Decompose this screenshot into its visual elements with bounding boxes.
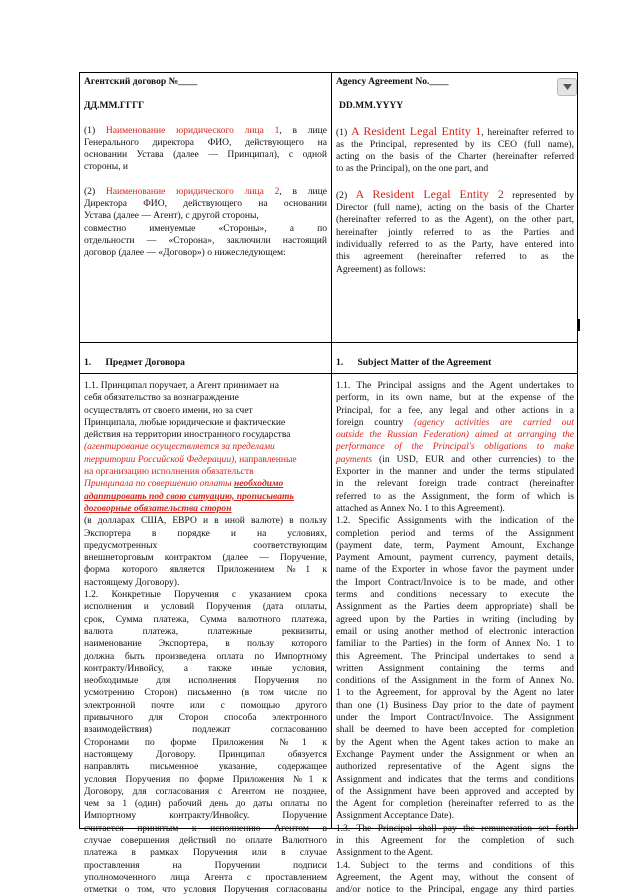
ru-row-separator — [80, 373, 331, 374]
en-party2-line: (2) A Resident Legal Entity 2 represented by — [336, 186, 574, 201]
en-section1-cell — [332, 357, 578, 377]
en-party1-line: (1) A Resident Legal Entity 1, hereinafter referred to — [336, 123, 575, 138]
en-row-separator — [332, 342, 578, 343]
ru-party2-line: (2) Наименование юридического лица 2, в лице — [84, 185, 327, 197]
ru-note-line: (агентирование осуществляется за пределами — [84, 441, 275, 453]
ru-row-separator — [80, 342, 331, 343]
en-party1-entity: A Resident Legal Entity 1 — [350, 123, 482, 138]
en-foreign-line: foreign country (agency activities are carried out — [336, 416, 574, 428]
en-preamble-cell: Agency Agreement No.____ DD.MM.YYYY (1) A Resident Legal Entity 1, hereinafter referred to as the Principal, represented by its CEO (full name), acting on the basis of the Charter (hereinafter referred to as the Principal), on the one part, and (2) A Resident Legal Entity 2 represented by Director (full name), acting on the basis of the Charter (hereinafter referred to as the Agent), on the other part, hereinafter jointly referred to as the Parties and individually referred to as the Party, have entered into this agreement (hereinafter referred to as the Agreement) as follows: — [336, 76, 575, 275]
dropdown-button[interactable] — [557, 78, 577, 96]
en-party2-entity: A Resident Legal Entity 2 — [355, 186, 504, 201]
text-cursor — [577, 319, 580, 331]
agreement-table — [79, 72, 578, 896]
ru-section1-heading: 1. Предмет Договора — [84, 357, 185, 368]
en-date: DD.MM.YYYY — [339, 100, 404, 112]
ru-title: Агентский договор №____ — [84, 76, 198, 87]
en-row-separator — [332, 373, 578, 374]
ru-party1-entity: Наименование юридического лица 1 — [105, 124, 280, 136]
ru-clauses-cell: 1.1. Принципал поручает, а Агент принимает на себя обязательство за вознаграждение осуществлять от своего имени, но за счет Принципала, любые юридические и фактические действия на территории иностранного государства (агентирование осуществляется за пределами территории Российской Федерации), направленные на организацию исполнения обязательств Принципала по совершению оплаты необходимо адаптировать под свою ситуацию, прописывать договорные обязательства сторон (в долларах США, ЕВРО и в иной валюте) в пользу Экспортера в порядке и на условиях, предусмотренных соответствующим внешнеторговым контрактом (далее — Поручение, форма которого является Приложением №1 к настоящему Договору). 1.2. Конкретные Поручения с указанием срока исполнения и условий Поручения (дата оплаты, срок, Сумма платежа, Сумма валютного платежа, валюта платежа, платежные реквизиты, наименование Экспортера, в пользу которого должна быть произведена оплата по Импортному контракту/Инвойсу, а также иные условия, необходимые для исполнения Поручения по усмотрению Сторон) письменно (в том числе по электронной почте или с помощью другого привычного для Сторон способа электронного взаимодействия) подлежат согласованию Сторонами по форме Приложения №1 к настоящему Договору. Принципал обязуется направлять письменное указание, содержащее условия Поручения по форме Приложения №1 к Договору, для согласования с Агентом не позднее, чем за 1 (один) рабочий день до даты оплаты по Импортному контракту/Инвойсу. Поручение считается принятым к исполнению Агентом в случае совершения действий по оплате Валютного платежа в рамках Поручения или в случае проставления на Поручении подписи уполномоченного лица Агента с проставлением отметки о том, что условия Поручения согласованы — [84, 380, 327, 896]
en-title: Agency Agreement No.____ — [336, 76, 449, 87]
en-clauses-cell: 1.1. The Principal assigns and the Agent undertakes to perform, in its own name, but at the expense of the Principal, for a fee, any legal and other actions in a foreign country (agency activities are carried out outside the Russian Federation) aimed at arranging the performance of the Principal's obligations to make payments (in USD, EUR and other currencies) to the Exporter in the manner and under the terms stipulated in the relevant foreign trade contract (hereinafter referred to as the Assignment, the form of which is attached as Annex No. 1 to this Agreement). 1.2. Specific Assignments with the indication of the completion period and terms of the Assignment (payment date, term, Payment Amount, Exchange Payment Amount, payment currency, payment details, name of the Exporter in whose favor the payment under the Import Contract/Invoice is to be made, and other terms and conditions necessary to execute the Assignment as the Parties deem appropriate) shall be agreed upon by the Parties in writing (including by email or using another method of electronic interaction familiar to the Parties) in the form of Annex No. 1 to this Agreement. The Principal undertakes to send a written Assignment containing the terms and conditions of the Assignment in the form of Annex No. 1 to the Agreement, for approval by the Agent no later than one (1) Business Day prior to the date of payment under the Import Contract/Invoice. The Assignment shall be deemed to have been accepted for completion by the Agent when the Agent takes action to make an Exchange Payment under the Assignment or when an authorized representative of the Agent signs the Assignment and indicates that the terms and conditions of the Assignment have been approved and accepted by the Agent for completion (hereinafter referred to as the Assignment Acceptance Date). 1.3. The Principal shall pay the remuneration set forth in this Agreement for the completion of such Assignment to the Agent. 1.4. Subject to the terms and conditions of this Agreement, the Agent may, without the consent of and/or notice to the Principal, engage any third parties — [336, 380, 574, 896]
ru-preamble-cell: Агентский договор №____ ДД.ММ.ГГГГ (1) Наименование юридического лица 1, в лице Генерального директора ФИО, действующего на основании Устава (далее — Принципал), с одной стороны, и (2) Наименование юридического лица 2, в лице Директора ФИО, действующего на основании Устава (далее — Агент), с другой стороны, совместно именуемые «Стороны», а по отдельности — «Сторона», заключили настоящий договор (далее — «Договор») о нижеследующем: — [84, 76, 327, 259]
english-column — [332, 73, 578, 896]
russian-column — [80, 73, 331, 896]
ru-date: ДД.ММ.ГГГГ — [84, 100, 145, 112]
chevron-down-icon — [563, 84, 572, 91]
en-section1-heading: 1. Subject Matter of the Agreement — [336, 357, 492, 368]
ru-party1-line: (1) Наименование юридического лица 1, в лице — [84, 124, 327, 136]
ru-section1-cell — [80, 357, 331, 377]
ru-party2-entity: Наименование юридического лица 2 — [105, 185, 280, 197]
